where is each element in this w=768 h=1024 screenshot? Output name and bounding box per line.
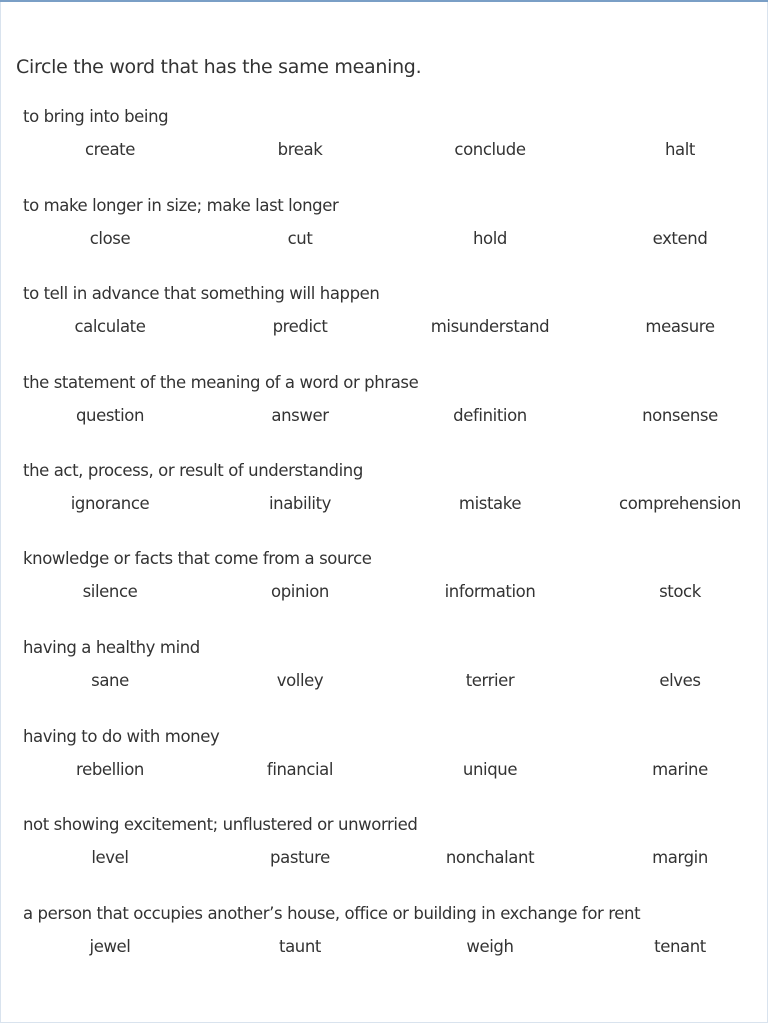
answer-choice[interactable]: terrier <box>465 671 515 690</box>
answer-choice[interactable]: hold <box>472 229 507 248</box>
question-definition: the act, process, or result of understanding <box>23 461 363 480</box>
answer-choice[interactable]: measure <box>645 317 715 336</box>
question <box>0 726 768 806</box>
answer-choice[interactable]: financial <box>266 760 334 779</box>
answer-choice[interactable]: taunt <box>279 937 321 956</box>
answer-choice[interactable]: opinion <box>271 582 329 601</box>
answer-choice[interactable]: cut <box>287 229 313 248</box>
answer-choice[interactable]: rebellion <box>76 760 144 779</box>
answer-choice[interactable]: unique <box>462 760 518 779</box>
answer-choice[interactable]: close <box>89 229 131 248</box>
question-definition: having to do with money <box>23 727 220 746</box>
answer-choice[interactable]: answer <box>271 406 329 425</box>
answer-choice[interactable]: weigh <box>466 937 514 956</box>
instructions: Circle the word that has the same meaning. <box>16 56 422 78</box>
answer-choice[interactable]: create <box>85 140 135 159</box>
question-definition: to bring into being <box>23 107 169 126</box>
answer-choice[interactable]: mistake <box>458 494 522 513</box>
answer-choice[interactable]: calculate <box>74 317 146 336</box>
answer-choice[interactable]: level <box>91 848 129 867</box>
question-definition: knowledge or facts that come from a source <box>23 549 372 568</box>
question <box>0 372 768 452</box>
answer-choice[interactable]: comprehension <box>619 494 741 513</box>
answer-choice[interactable]: question <box>75 406 145 425</box>
question <box>0 283 768 363</box>
answer-choice[interactable]: jewel <box>89 937 131 956</box>
answer-choice[interactable]: halt <box>664 140 696 159</box>
question <box>0 195 768 275</box>
answer-choice[interactable]: conclude <box>454 140 526 159</box>
answer-choice[interactable]: pasture <box>270 848 330 867</box>
answer-choice[interactable]: break <box>277 140 323 159</box>
answer-choice[interactable]: elves <box>659 671 701 690</box>
question <box>0 548 768 628</box>
answer-choice[interactable]: nonsense <box>642 406 718 425</box>
question <box>0 903 768 983</box>
answer-choice[interactable]: extend <box>652 229 708 248</box>
question-definition: having a healthy mind <box>23 638 200 657</box>
answer-choice[interactable]: tenant <box>654 937 706 956</box>
answer-choice[interactable]: silence <box>82 582 138 601</box>
question-definition: the statement of the meaning of a word or phrase <box>23 373 419 392</box>
answer-choice[interactable]: misunderstand <box>430 317 550 336</box>
question-definition: a person that occupies another’s house, office or building in exchange for rent <box>23 904 641 923</box>
question-definition: to make longer in size; make last longer <box>23 196 339 215</box>
question-definition: to tell in advance that something will happen <box>23 284 380 303</box>
question <box>0 637 768 717</box>
question <box>0 814 768 894</box>
answer-choice[interactable]: sane <box>91 671 129 690</box>
question-definition: not showing excitement; unflustered or unworried <box>23 815 418 834</box>
answer-choice[interactable]: inability <box>268 494 331 513</box>
question <box>0 460 768 540</box>
answer-choice[interactable]: predict <box>272 317 328 336</box>
answer-choice[interactable]: nonchalant <box>445 848 535 867</box>
answer-choice[interactable]: stock <box>659 582 701 601</box>
answer-choice[interactable]: information <box>444 582 536 601</box>
answer-choice[interactable]: volley <box>276 671 324 690</box>
answer-choice[interactable]: marine <box>652 760 708 779</box>
answer-choice[interactable]: definition <box>453 406 527 425</box>
answer-choice[interactable]: ignorance <box>70 494 150 513</box>
answer-choice[interactable]: margin <box>652 848 708 867</box>
question <box>0 106 768 186</box>
